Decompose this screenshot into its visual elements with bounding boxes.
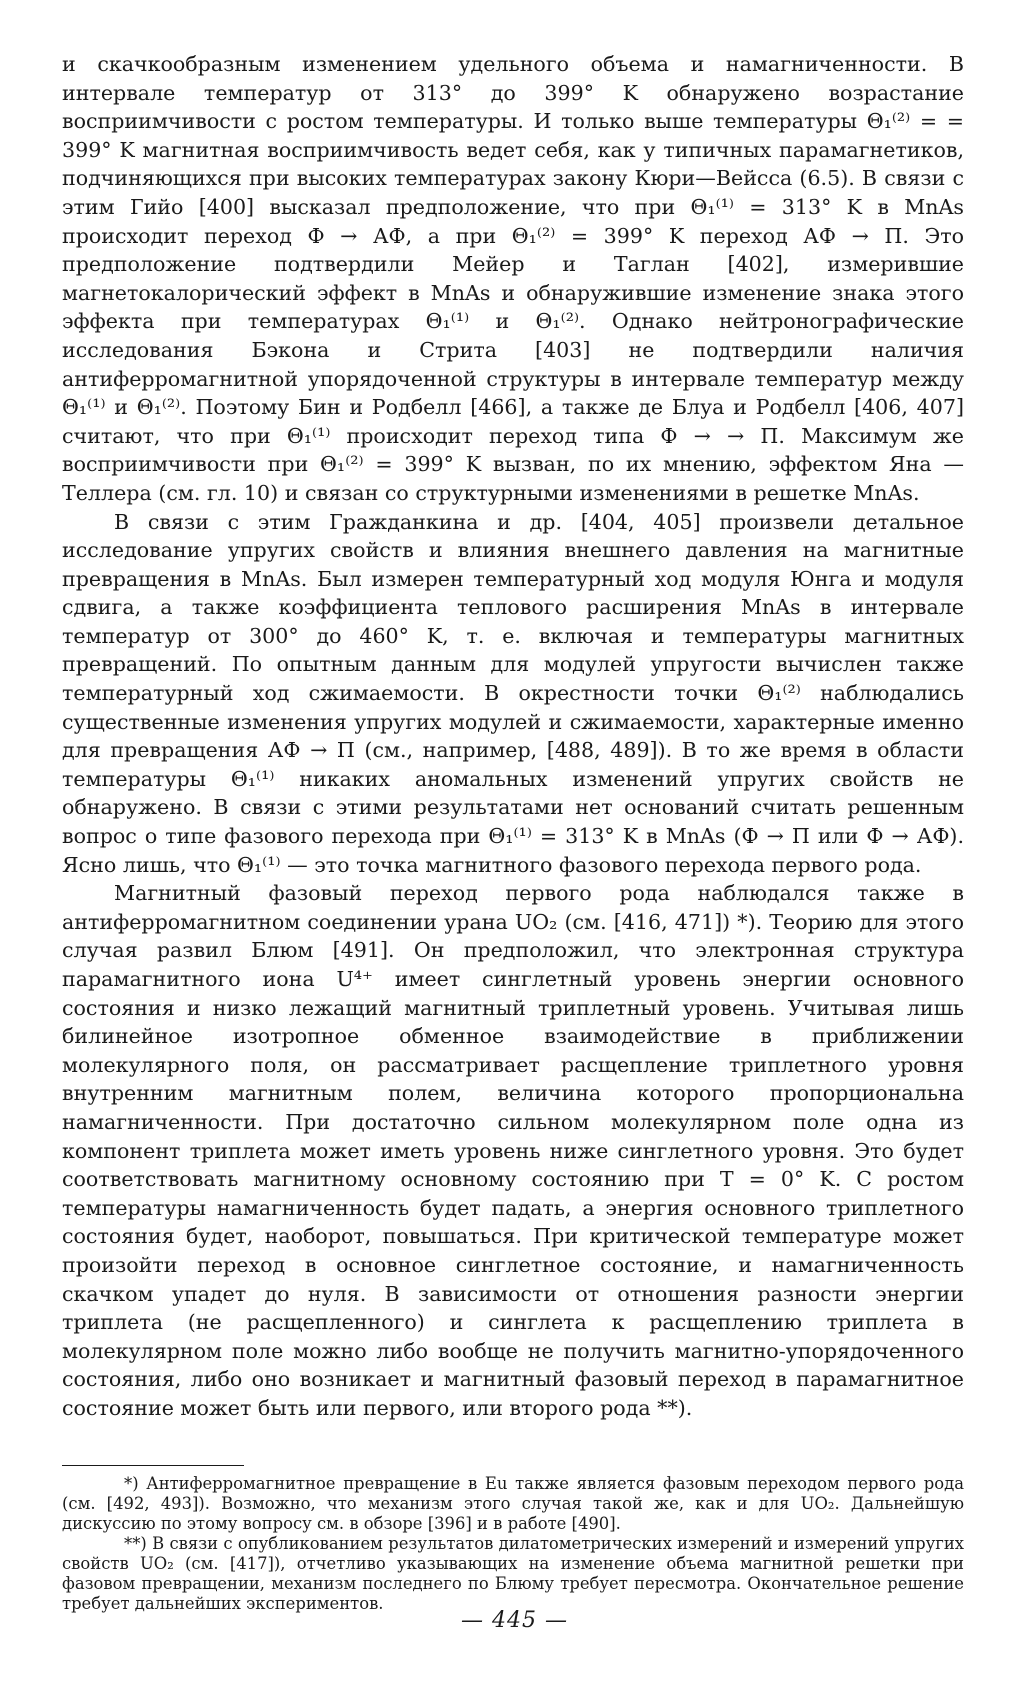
paragraph-2: В связи с этим Гражданкина и др. [404, 405] произвели детальное исследование упругих свойств и влияния внешнего давления на магнитные превращения в MnAs. Был измерен температурный ход модуля Юнга и модуля сдвига, а также коэффициента теплового расширения MnAs в интервале температур от 300° до 460° K, т. е. включая и температуры магнитных превращений. По опытным данным для модулей упругости вычислен также температурный ход сжимаемости. В окрестности точки Θ₁⁽²⁾ наблюдались существенные изменения упругих модулей и сжимаемости, характерные именно для превращения АФ → П (см., например, [488, 489]). В то же время в области температуры Θ₁⁽¹⁾ никаких аномальных изменений упругих свойств не обнаружено. В связи с этими результатами нет оснований считать решенным вопрос о типе фазового перехода при Θ₁⁽¹⁾ = 313° K в MnAs (Ф → П или Ф → АФ). Ясно лишь, что Θ₁⁽¹⁾ — это точка магнитного фазового перехода первого рода. <box>62 509 964 877</box>
page-number: — 445 — <box>461 1608 568 1633</box>
paragraph-1: и скачкообразным изменением удельного объема и намагниченности. В интервале температур от 313° до 399° K обнаружено возрастание восприимчивости с ростом температуры. И только выше температуры Θ₁⁽²⁾ = = 399° K магнитная восприимчивость ведет себя, как у типичных парамагнетиков, подчиняющихся при высоких температурах закону Кюри—Вейсса (6.5). В связи с этим Гийо [400] высказал предположение, что при Θ₁⁽¹⁾ = 313° K в MnAs происходит переход Ф → АФ, а при Θ₁⁽²⁾ = 399° K переход АФ → П. Это предположение подтвердили Мейер и Таглан [402], измерившие магнетокалорический эффект в MnAs и обнаружившие изменение знака этого эффекта при температурах Θ₁⁽¹⁾ и Θ₁⁽²⁾. Однако нейтронографические исследования Бэкона и Стрита [403] не подтвердили наличия антиферромагнитной упорядоченной структуры в интервале температур между Θ₁⁽¹⁾ и Θ₁⁽²⁾. Поэтому Бин и Родбелл [466], а также де Блуа и Родбелл [406, 407] считают, что при Θ₁⁽¹⁾ происходит переход типа Ф → → П. Максимум же восприимчивости при Θ₁⁽²⁾ = 399° K вызван, по их мнению, эффектом Яна — Теллера (см. гл. 10) и связан со структурными изменениями в решетке MnAs. <box>62 52 964 505</box>
page-body <box>62 50 964 1614</box>
footnote-1: *) Антиферромагнитное превращение в Eu также является фазовым переходом первого рода (см. [492, 493]). Возможно, что механизм этого случая такой же, как и для UO₂. Дальнейшую дискуссию по этому вопросу см. в обзоре [396] и в работе [490]. <box>62 1473 964 1533</box>
paragraph-3: Магнитный фазовый переход первого рода наблюдался также в антиферромагнитном соединении урана UO₂ (см. [416, 471]) *). Теорию для этого случая развил Блюм [491]. Он предположил, что электронная структура парамагнитного иона U⁴⁺ имеет синглетный уровень энергии основного состояния и низко лежащий магнитный триплетный уровень. Учитывая лишь билинейное изотропное обменное взаимодействие в приближении молекулярного поля, он рассматривает расщепление триплетного уровня внутренним магнитным полем, величина которого пропорциональна намагниченности. При достаточно сильном молекулярном поле одна из компонент триплета может иметь уровень ниже синглетного уровня. Это будет соответствовать магнитному основному состоянию при T = 0° K. С ростом температуры намагниченность будет падать, а энергия основного триплетного состояния будет, наоборот, повышаться. При критической температуре может произойти переход в основное синглетное состояние, и намагниченность скачком упадет до нуля. В зависимости от отношения разности энергии триплета (не расщепленного) и синглета к расщеплению триплета в молекулярном поле можно либо вообще не получить магнитно-упорядоченного состояния, либо оно возникает и магнитный фазовый переход в парамагнитное состояние может быть или первого, или второго рода **). <box>62 881 964 1420</box>
footnote-2: **) В связи с опубликованием результатов дилатометрических измерений и измерений упругих свойств UO₂ (см. [417]), отчетливо указывающих на изменение объема магнитной решетки при фазовом превращении, механизм последнего по Блюму требует пересмотра. Окончательное решение требует дальнейших экспериментов. <box>62 1533 964 1613</box>
footnote-divider <box>62 1465 244 1466</box>
